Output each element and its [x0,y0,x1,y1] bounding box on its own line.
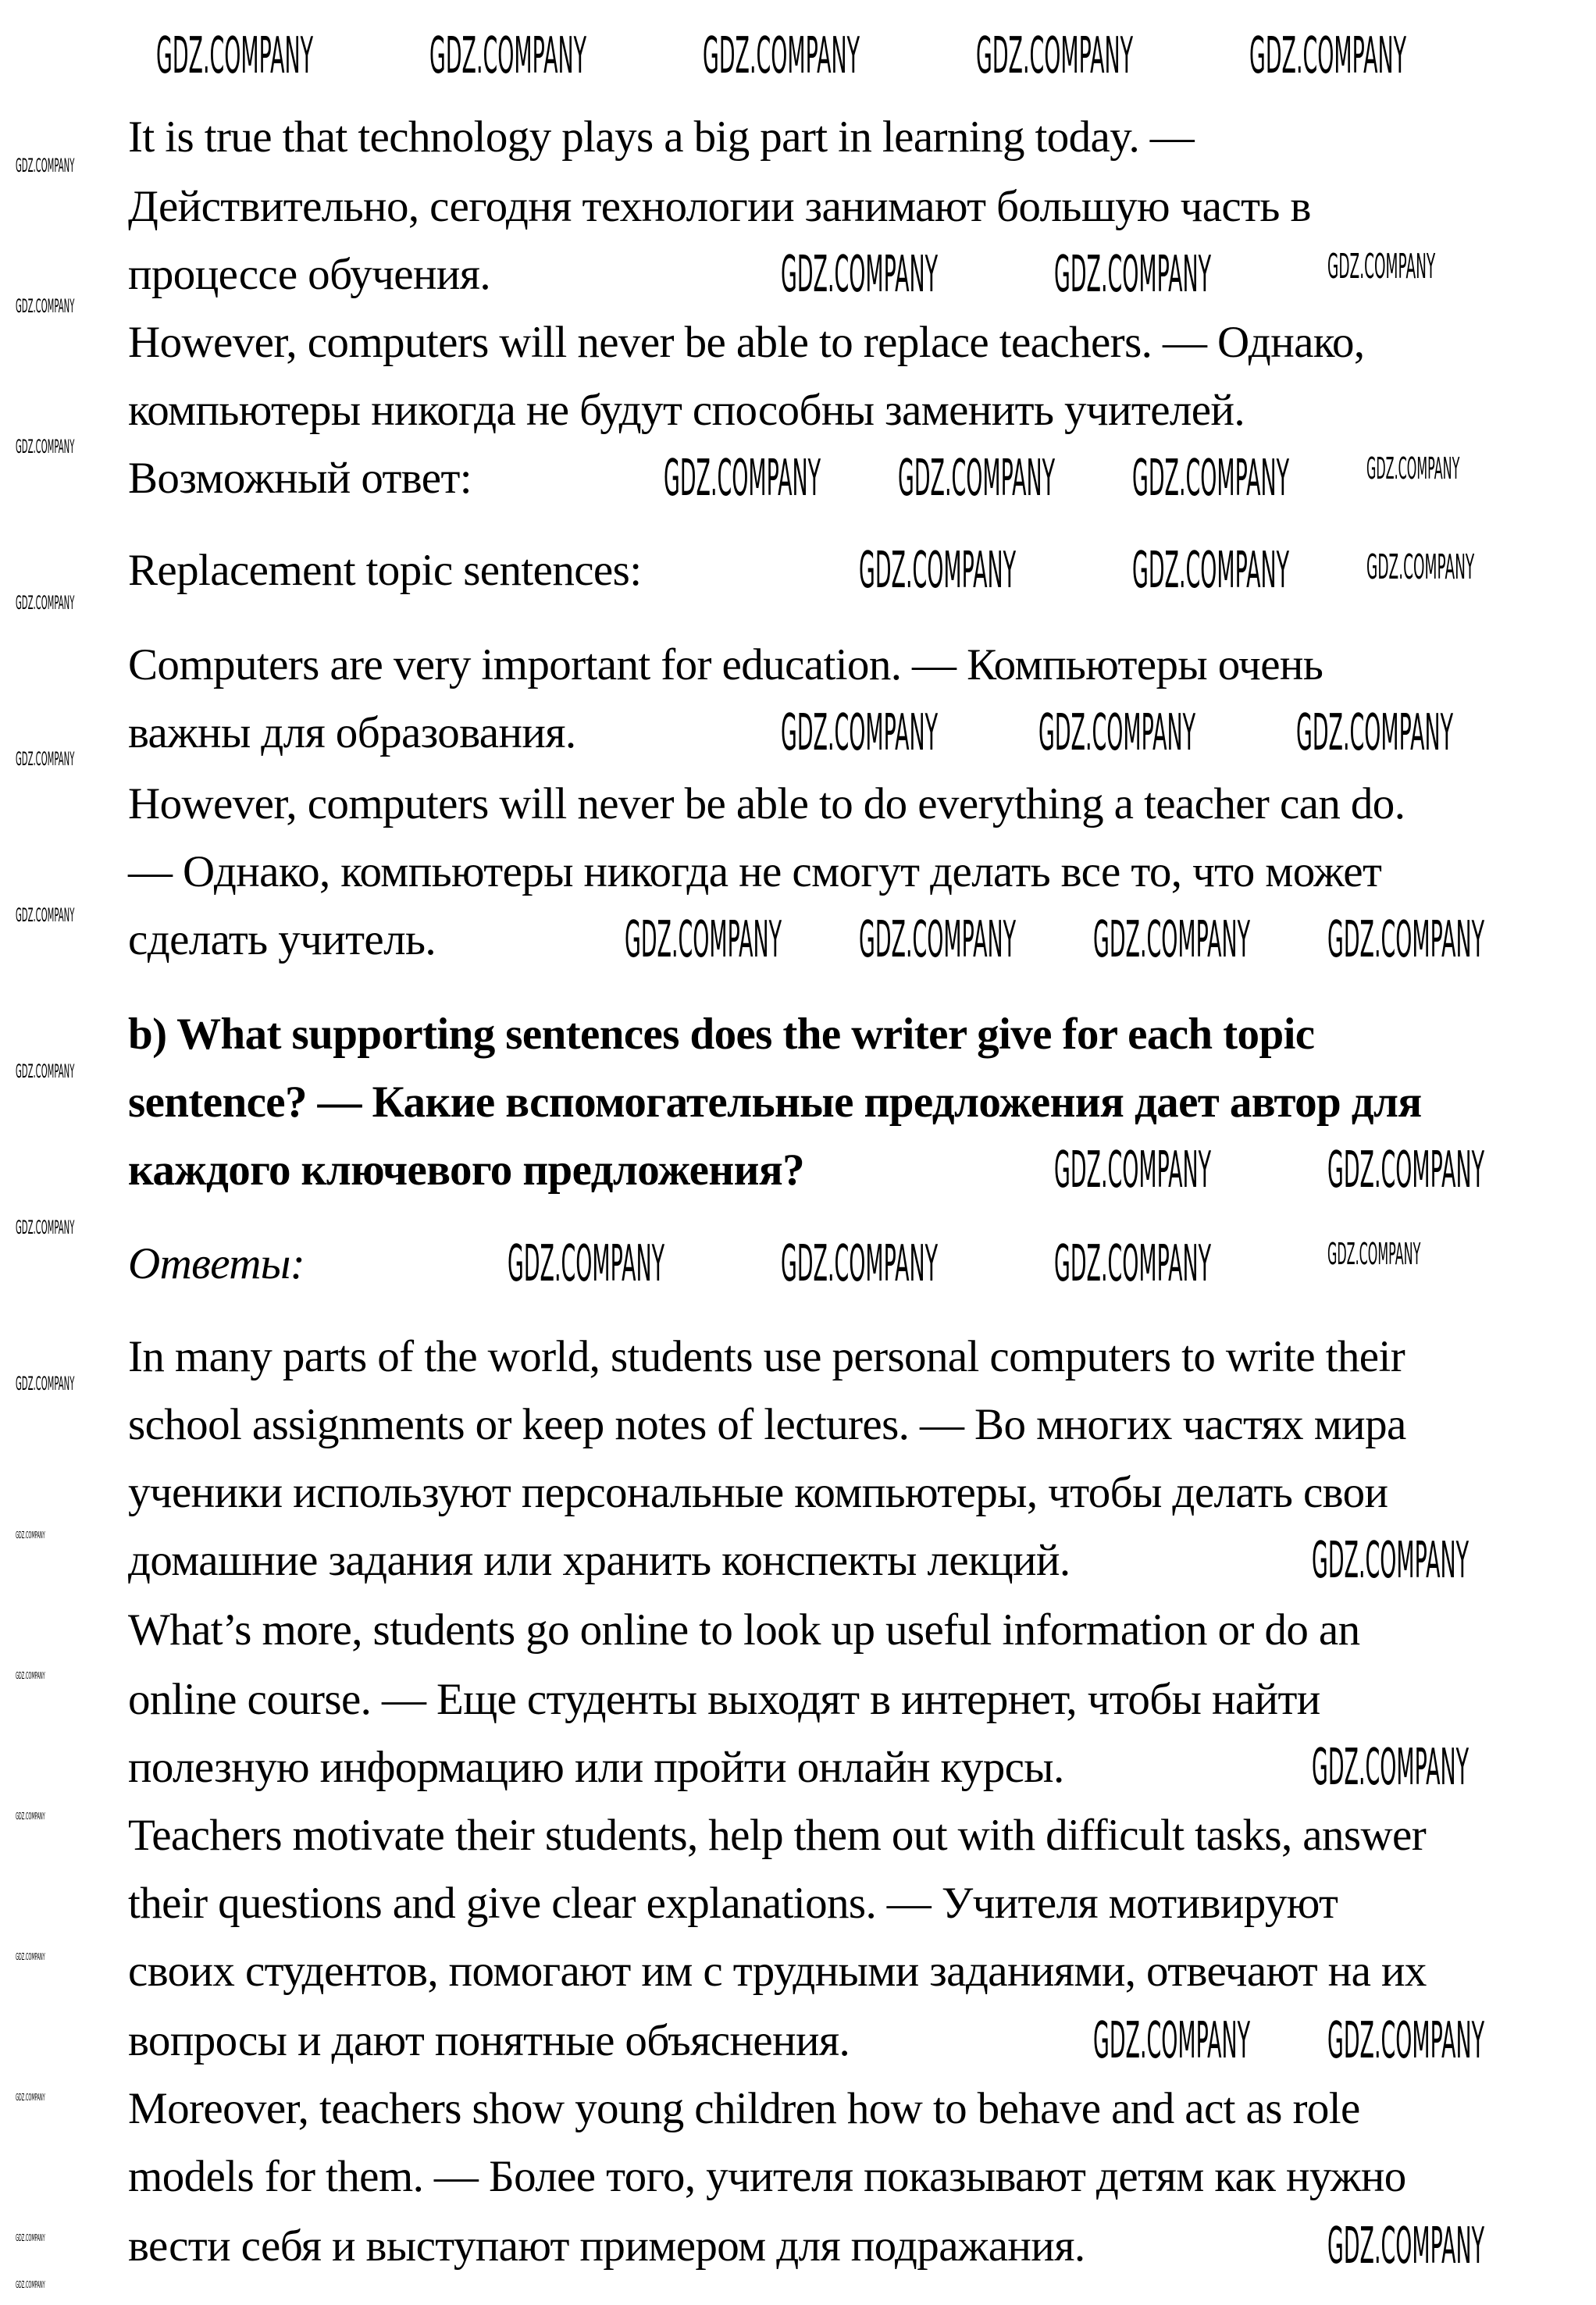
text-line: models for them. — Более того, учителя показывают детям как нужно [128,2152,1406,2201]
text-line: Computers are very important for education. — Компьютеры очень [128,640,1323,689]
watermark: GDZ.COMPANY [1327,911,1485,969]
watermark: GDZ.COMPANY [16,1951,45,1962]
watermark: GDZ.COMPANY [1327,2012,1485,2070]
watermark: GDZ.COMPANY [781,246,939,304]
text-line: компьютеры никогда не будут способны заменить учителей. [128,386,1245,435]
watermark: GDZ.COMPANY [1132,450,1290,508]
question-b: каждого ключевого предложения? [128,1145,805,1195]
watermark: GDZ.COMPANY [16,2279,45,2290]
question-b: sentence? — Какие вспомогательные предложения дает автор для [128,1078,1422,1127]
watermark: GDZ.COMPANY [156,27,314,85]
text-line: It is true that technology plays a big part in learning today. — [128,112,1195,162]
watermark: GDZ.COMPANY [976,27,1134,85]
watermark: GDZ.COMPANY [1366,451,1460,486]
watermark: GDZ.COMPANY [16,1060,75,1082]
watermark: GDZ.COMPANY [16,1811,45,1822]
watermark: GDZ.COMPANY [1327,247,1436,287]
watermark: GDZ.COMPANY [16,1217,75,1238]
text-line: However, computers will never be able to replace teachers. — Однако, [128,318,1365,367]
text-line: online course. — Еще студенты выходят в интернет, чтобы найти [128,1675,1320,1724]
question-b: b) What supporting sentences does the writer give for each topic [128,1010,1315,1059]
watermark: GDZ.COMPANY [1327,2218,1485,2275]
text-line: Teachers motivate their students, help them out with difficult tasks, answer [128,1811,1427,1860]
watermark: GDZ.COMPANY [429,27,587,85]
watermark: GDZ.COMPANY [781,1235,939,1293]
text-line: ученики используют персональные компьютеры, чтобы делать свои [128,1468,1388,1517]
text-line: своих студентов, помогают им с трудными заданиями, отвечают на их [128,1947,1427,1996]
watermark: GDZ.COMPANY [16,2092,45,2103]
watermark: GDZ.COMPANY [1327,1142,1485,1199]
watermark: GDZ.COMPANY [1366,547,1475,587]
watermark: GDZ.COMPANY [16,2232,45,2243]
watermark: GDZ.COMPANY [16,1530,45,1541]
text-line: процессе обучения. [128,250,491,299]
watermark: GDZ.COMPANY [16,295,75,317]
watermark: GDZ.COMPANY [898,450,1056,508]
watermark: GDZ.COMPANY [625,911,782,969]
text-line: Действительно, сегодня технологии занимают большую часть в [128,182,1311,231]
text-line: — Однако, компьютеры никогда не смогут делать все то, что может [128,847,1382,896]
text-line: their questions and give clear explanations. — Учителя мотивируют [128,1879,1338,1928]
watermark: GDZ.COMPANY [1327,1237,1421,1271]
watermark: GDZ.COMPANY [1296,704,1454,762]
text-line: сделать учитель. [128,915,436,964]
watermark: GDZ.COMPANY [16,436,75,458]
watermark: GDZ.COMPANY [16,748,75,770]
text-line: What’s more, students go online to look up useful information or do an [128,1605,1360,1655]
possible-answer-label: Возможный ответ: [128,454,472,503]
text-line: school assignments or keep notes of lectures. — Во многих частях мира [128,1400,1406,1449]
text-line: вести себя и выступают примером для подражания. [128,2221,1085,2271]
watermark: GDZ.COMPANY [508,1235,665,1293]
watermark: GDZ.COMPANY [703,27,860,85]
watermark: GDZ.COMPANY [664,450,821,508]
replacement-heading: Replacement topic sentences: [128,546,642,595]
watermark: GDZ.COMPANY [1132,542,1290,600]
text-line: важны для образования. [128,708,576,757]
watermark: GDZ.COMPANY [859,542,1017,600]
watermark: GDZ.COMPANY [1249,27,1407,85]
watermark: GDZ.COMPANY [16,1670,45,1681]
watermark: GDZ.COMPANY [1312,1532,1470,1590]
watermark: GDZ.COMPANY [1054,1142,1212,1199]
watermark: GDZ.COMPANY [16,592,75,614]
watermark: GDZ.COMPANY [16,904,75,926]
text-line: домашние задания или хранить конспекты лекций. [128,1536,1071,1585]
watermark: GDZ.COMPANY [1038,704,1196,762]
watermark: GDZ.COMPANY [859,911,1017,969]
watermark: GDZ.COMPANY [1054,246,1212,304]
watermark: GDZ.COMPANY [781,704,939,762]
answers-label: Ответы: [128,1239,305,1288]
text-line: Moreover, teachers show young children how to behave and act as role [128,2084,1360,2133]
text-line: полезную информацию или пройти онлайн курсы. [128,1743,1064,1792]
watermark: GDZ.COMPANY [1093,911,1251,969]
watermark: GDZ.COMPANY [16,1373,75,1395]
watermark: GDZ.COMPANY [1312,1739,1470,1797]
text-line: However, computers will never be able to do everything a teacher can do. [128,779,1405,828]
text-line: вопросы и дают понятные объяснения. [128,2016,850,2065]
watermark: GDZ.COMPANY [1054,1235,1212,1293]
text-line: In many parts of the world, students use personal computers to write their [128,1332,1405,1381]
watermark: GDZ.COMPANY [16,155,75,176]
watermark: GDZ.COMPANY [1093,2012,1251,2070]
